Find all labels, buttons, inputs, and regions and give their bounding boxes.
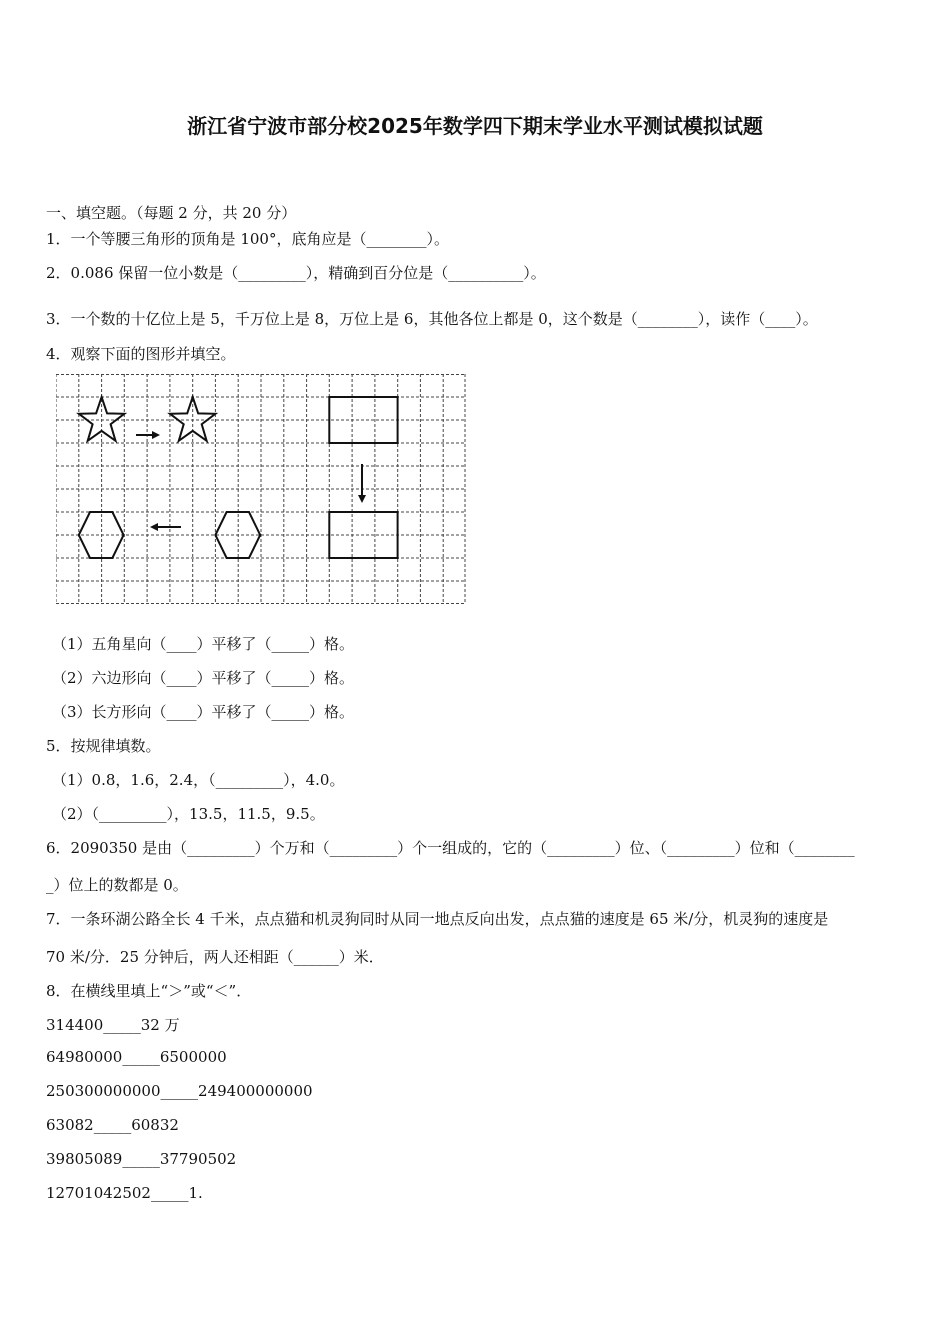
question-7-line-1: 7．一条环湖公路全长 4 千米，点点猫和机灵狗同时从同一地点反向出发，点点猫的速度是 65 米/分，机灵狗的速度是 xyxy=(46,910,829,928)
question-8-item: 250300000000_____249400000000 xyxy=(46,1082,313,1100)
question-4-stem: 4．观察下面的图形并填空。 xyxy=(46,345,236,363)
question-2: 2．0.086 保留一位小数是（_________），精确到百分位是（__________）。 xyxy=(46,264,546,282)
page-title: 浙江省宁波市部分校2025年数学四下期末学业水平测试模拟试题 xyxy=(187,114,763,138)
question-8-stem: 8．在横线里填上“＞”或“＜”． xyxy=(46,982,252,1000)
question-6-line-2: _）位上的数都是 0。 xyxy=(46,876,188,894)
question-1: 1．一个等腰三角形的顶角是 100°，底角应是（________）。 xyxy=(46,230,449,248)
question-4-part-2: （2）六边形向（____）平移了（_____）格。 xyxy=(52,669,355,687)
question-7-line-2: 70 米/分．25 分钟后，两人还相距（______）米． xyxy=(46,948,384,966)
dashed-grid xyxy=(56,374,466,604)
question-8-item: 12701042502_____1. xyxy=(46,1184,203,1202)
question-6-line-1: 6．2090350 是由（_________）个万和（_________）个一组成的，它的（_________）位、（_________）位和（________ xyxy=(46,839,855,857)
question-5-stem: 5．按规律填数。 xyxy=(46,737,161,755)
question-4-part-1: （1）五角星向（____）平移了（_____）格。 xyxy=(52,635,355,653)
arrow-left-icon xyxy=(150,523,181,531)
question-5-part-2: （2）（_________），13.5，11.5，9.5。 xyxy=(52,805,325,823)
section-heading: 一、填空题。（每题 2 分，共 20 分） xyxy=(46,204,297,222)
question-8-item: 39805089_____37790502 xyxy=(46,1150,237,1168)
question-4-part-3: （3）长方形向（____）平移了（_____）格。 xyxy=(52,703,355,721)
question-3: 3．一个数的十亿位上是 5，千万位上是 8，万位上是 6，其他各位上都是 0，这个数是（________），读作（____）。 xyxy=(46,310,818,328)
question-8-item: 63082_____60832 xyxy=(46,1116,179,1134)
translation-figure xyxy=(56,374,466,604)
question-8-item: 64980000_____6500000 xyxy=(46,1048,227,1066)
question-8-item: 314400_____32 万 xyxy=(46,1016,180,1034)
arrow-right-icon xyxy=(136,431,160,439)
question-5-part-1: （1）0.8，1.6，2.4，（_________），4.0。 xyxy=(52,771,345,789)
arrow-down-icon xyxy=(358,464,366,503)
